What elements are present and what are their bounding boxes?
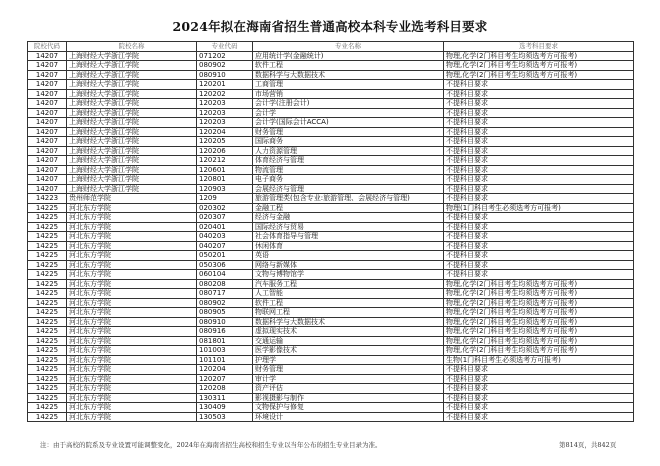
cell-major-name: 医学影像技术 <box>253 346 444 356</box>
cell-subject-requirement: 不提科目要求 <box>444 194 634 204</box>
cell-major-name: 网络与新媒体 <box>253 260 444 270</box>
cell-major-code: 120903 <box>197 184 253 194</box>
table-row <box>28 403 634 413</box>
cell-school-code: 14225 <box>28 260 67 270</box>
cell-major-name: 会计学(注册会计) <box>253 99 444 109</box>
cell-subject-requirement: 不提科目要求 <box>444 213 634 223</box>
cell-school-name: 河北东方学院 <box>67 346 197 356</box>
cell-school-code: 14207 <box>28 118 67 128</box>
cell-major-code: 120205 <box>197 137 253 147</box>
cell-school-name: 河北东方学院 <box>67 393 197 403</box>
cell-school-name: 河北东方学院 <box>67 327 197 337</box>
cell-major-code: 020401 <box>197 222 253 232</box>
cell-major-name: 财务管理 <box>253 365 444 375</box>
cell-major-code: 080717 <box>197 289 253 299</box>
cell-major-name: 软件工程 <box>253 61 444 71</box>
cell-school-name: 河北东方学院 <box>67 213 197 223</box>
cell-school-name: 上海财经大学浙江学院 <box>67 89 197 99</box>
cell-major-code: 120203 <box>197 118 253 128</box>
cell-subject-requirement: 不提科目要求 <box>444 403 634 413</box>
cell-major-name: 社会体育指导与管理 <box>253 232 444 242</box>
cell-school-name: 河北东方学院 <box>67 384 197 394</box>
cell-subject-requirement: 物理,化学(2门科目考生均须选考方可报考) <box>444 317 634 327</box>
table-row <box>28 184 634 194</box>
cell-school-code: 14207 <box>28 127 67 137</box>
cell-major-name: 交通运输 <box>253 336 444 346</box>
cell-school-name: 河北东方学院 <box>67 203 197 213</box>
cell-subject-requirement: 物理,化学(2门科目考生均须选考方可报考) <box>444 298 634 308</box>
cell-major-name: 旅游管理类(包含专业:旅游管理、会展经济与管理) <box>253 194 444 204</box>
cell-school-name: 河北东方学院 <box>67 289 197 299</box>
cell-major-name: 电子商务 <box>253 175 444 185</box>
cell-subject-requirement: 不提科目要求 <box>444 118 634 128</box>
cell-major-code: 080910 <box>197 70 253 80</box>
cell-major-code: 120601 <box>197 165 253 175</box>
cell-major-name: 文物保护与修复 <box>253 403 444 413</box>
cell-school-code: 14225 <box>28 251 67 261</box>
cell-major-name: 财务管理 <box>253 127 444 137</box>
cell-school-code: 14225 <box>28 203 67 213</box>
table-row <box>28 317 634 327</box>
cell-school-name: 河北东方学院 <box>67 308 197 318</box>
cell-major-code: 120207 <box>197 374 253 384</box>
cell-subject-requirement: 物理,化学(2门科目考生均须选考方可报考) <box>444 308 634 318</box>
cell-school-name: 贵州师范学院 <box>67 194 197 204</box>
cell-school-code: 14207 <box>28 137 67 147</box>
table-body <box>28 51 634 422</box>
table-row <box>28 260 634 270</box>
cell-subject-requirement: 物理,化学(2门科目考生均须选考方可报考) <box>444 327 634 337</box>
cell-school-code: 14225 <box>28 232 67 242</box>
table-row <box>28 327 634 337</box>
cell-school-name: 上海财经大学浙江学院 <box>67 118 197 128</box>
table-row <box>28 137 634 147</box>
table-row <box>28 118 634 128</box>
cell-school-name: 上海财经大学浙江学院 <box>67 165 197 175</box>
table-row <box>28 289 634 299</box>
table-row <box>28 346 634 356</box>
cell-subject-requirement: 不提科目要求 <box>444 241 634 251</box>
cell-school-name: 河北东方学院 <box>67 317 197 327</box>
cell-major-name: 人力资源管理 <box>253 146 444 156</box>
cell-major-code: 120212 <box>197 156 253 166</box>
cell-major-code: 080902 <box>197 298 253 308</box>
table-row <box>28 127 634 137</box>
cell-subject-requirement: 不提科目要求 <box>444 108 634 118</box>
cell-major-code: 080902 <box>197 61 253 71</box>
cell-subject-requirement: 不提科目要求 <box>444 374 634 384</box>
cell-major-code: 130503 <box>197 412 253 422</box>
cell-school-code: 14207 <box>28 165 67 175</box>
cell-major-code: 120801 <box>197 175 253 185</box>
table-row <box>28 213 634 223</box>
page-number: 第814页，共842页 <box>559 441 617 449</box>
cell-major-code: 120203 <box>197 108 253 118</box>
cell-school-name: 河北东方学院 <box>67 232 197 242</box>
cell-major-name: 会计学 <box>253 108 444 118</box>
cell-subject-requirement: 物理,化学(2门科目考生均须选考方可报考) <box>444 279 634 289</box>
cell-school-name: 河北东方学院 <box>67 251 197 261</box>
table-header-row <box>28 42 634 52</box>
table-row <box>28 298 634 308</box>
cell-school-name: 河北东方学院 <box>67 298 197 308</box>
cell-major-name: 会计学(国际会计ACCA) <box>253 118 444 128</box>
cell-school-name: 河北东方学院 <box>67 260 197 270</box>
cell-school-code: 14225 <box>28 270 67 280</box>
cell-major-name: 数据科学与大数据技术 <box>253 317 444 327</box>
cell-major-code: 020302 <box>197 203 253 213</box>
cell-major-code: 080910 <box>197 317 253 327</box>
cell-school-name: 河北东方学院 <box>67 374 197 384</box>
cell-major-code: 071202 <box>197 51 253 61</box>
table-row <box>28 355 634 365</box>
table-row <box>28 194 634 204</box>
table-row <box>28 89 634 99</box>
cell-school-code: 14207 <box>28 89 67 99</box>
cell-school-code: 14225 <box>28 384 67 394</box>
cell-school-code: 14207 <box>28 80 67 90</box>
cell-school-name: 上海财经大学浙江学院 <box>67 156 197 166</box>
cell-school-name: 上海财经大学浙江学院 <box>67 184 197 194</box>
cell-major-code: 120201 <box>197 80 253 90</box>
cell-school-name: 河北东方学院 <box>67 270 197 280</box>
cell-school-code: 14225 <box>28 374 67 384</box>
table-row <box>28 165 634 175</box>
cell-school-code: 14225 <box>28 336 67 346</box>
header-subject-requirement: 选考科目要求 <box>444 42 634 52</box>
cell-school-code: 14225 <box>28 346 67 356</box>
table-row <box>28 374 634 384</box>
cell-school-code: 14207 <box>28 70 67 80</box>
cell-subject-requirement: 物理,化学(2门科目考生均须选考方可报考) <box>444 346 634 356</box>
cell-major-code: 1209 <box>197 194 253 204</box>
cell-major-code: 101101 <box>197 355 253 365</box>
cell-major-name: 应用统计学(金融统计) <box>253 51 444 61</box>
cell-subject-requirement: 生物(1门科目考生必须选考方可报考) <box>444 355 634 365</box>
cell-major-name: 物流管理 <box>253 165 444 175</box>
cell-subject-requirement: 不提科目要求 <box>444 260 634 270</box>
cell-school-name: 上海财经大学浙江学院 <box>67 70 197 80</box>
header-major-code: 专业代码 <box>197 42 253 52</box>
cell-school-code: 14225 <box>28 298 67 308</box>
cell-school-code: 14207 <box>28 146 67 156</box>
cell-school-name: 上海财经大学浙江学院 <box>67 146 197 156</box>
table-row <box>28 108 634 118</box>
table-row <box>28 365 634 375</box>
cell-school-code: 14225 <box>28 241 67 251</box>
cell-school-name: 上海财经大学浙江学院 <box>67 108 197 118</box>
cell-school-name: 河北东方学院 <box>67 241 197 251</box>
cell-subject-requirement: 不提科目要求 <box>444 251 634 261</box>
cell-school-code: 14207 <box>28 51 67 61</box>
cell-major-name: 经济与金融 <box>253 213 444 223</box>
cell-subject-requirement: 物理,化学(2门科目考生均须选考方可报考) <box>444 289 634 299</box>
cell-major-code: 120204 <box>197 127 253 137</box>
table-row <box>28 393 634 403</box>
cell-school-code: 14225 <box>28 308 67 318</box>
page-title: 2024年拟在海南省招生普通高校本科专业选考科目要求 <box>172 19 488 34</box>
cell-school-code: 14225 <box>28 403 67 413</box>
table-row <box>28 308 634 318</box>
cell-major-code: 130311 <box>197 393 253 403</box>
cell-subject-requirement: 不提科目要求 <box>444 146 634 156</box>
cell-school-name: 河北东方学院 <box>67 355 197 365</box>
cell-subject-requirement: 不提科目要求 <box>444 412 634 422</box>
cell-major-name: 休闲体育 <box>253 241 444 251</box>
cell-major-name: 英语 <box>253 251 444 261</box>
cell-major-name: 物联网工程 <box>253 308 444 318</box>
table-row <box>28 70 634 80</box>
cell-school-code: 14225 <box>28 289 67 299</box>
cell-major-name: 汽车服务工程 <box>253 279 444 289</box>
cell-major-code: 120206 <box>197 146 253 156</box>
cell-school-code: 14225 <box>28 222 67 232</box>
cell-major-code: 120202 <box>197 89 253 99</box>
table-row <box>28 336 634 346</box>
cell-subject-requirement: 不提科目要求 <box>444 393 634 403</box>
cell-major-name: 人工智能 <box>253 289 444 299</box>
cell-school-code: 14225 <box>28 317 67 327</box>
cell-major-name: 资产评估 <box>253 384 444 394</box>
subject-requirements-table <box>27 41 634 422</box>
cell-major-name: 文物与博物馆学 <box>253 270 444 280</box>
cell-major-name: 环境设计 <box>253 412 444 422</box>
cell-school-name: 上海财经大学浙江学院 <box>67 99 197 109</box>
header-school-code: 院校代码 <box>28 42 67 52</box>
cell-major-name: 软件工程 <box>253 298 444 308</box>
cell-school-code: 14225 <box>28 355 67 365</box>
cell-subject-requirement: 物理,化学(2门科目考生均须选考方可报考) <box>444 70 634 80</box>
cell-subject-requirement: 不提科目要求 <box>444 384 634 394</box>
cell-major-code: 080208 <box>197 279 253 289</box>
cell-school-code: 14207 <box>28 99 67 109</box>
cell-major-code: 120204 <box>197 365 253 375</box>
cell-school-code: 14225 <box>28 412 67 422</box>
cell-school-code: 14225 <box>28 213 67 223</box>
cell-major-name: 国际经济与贸易 <box>253 222 444 232</box>
cell-subject-requirement: 物理,化学(2门科目考生均须选考方可报考) <box>444 61 634 71</box>
cell-major-name: 市场营销 <box>253 89 444 99</box>
cell-major-code: 040207 <box>197 241 253 251</box>
cell-school-name: 上海财经大学浙江学院 <box>67 127 197 137</box>
cell-school-code: 14225 <box>28 365 67 375</box>
cell-major-name: 数据科学与大数据技术 <box>253 70 444 80</box>
cell-school-name: 河北东方学院 <box>67 336 197 346</box>
cell-subject-requirement: 不提科目要求 <box>444 165 634 175</box>
table-row <box>28 146 634 156</box>
cell-school-code: 14207 <box>28 175 67 185</box>
cell-subject-requirement: 物理,化学(2门科目考生均须选考方可报考) <box>444 51 634 61</box>
cell-subject-requirement: 不提科目要求 <box>444 99 634 109</box>
cell-major-name: 国际商务 <box>253 137 444 147</box>
cell-major-name: 影视摄影与制作 <box>253 393 444 403</box>
cell-major-code: 101003 <box>197 346 253 356</box>
cell-major-name: 金融工程 <box>253 203 444 213</box>
cell-major-code: 060104 <box>197 270 253 280</box>
table-row <box>28 384 634 394</box>
cell-subject-requirement: 不提科目要求 <box>444 89 634 99</box>
cell-major-name: 工商管理 <box>253 80 444 90</box>
table-row <box>28 279 634 289</box>
cell-major-name: 虚拟现实技术 <box>253 327 444 337</box>
cell-school-name: 河北东方学院 <box>67 279 197 289</box>
cell-major-code: 080916 <box>197 327 253 337</box>
cell-school-code: 14207 <box>28 61 67 71</box>
table-row <box>28 80 634 90</box>
cell-major-code: 040203 <box>197 232 253 242</box>
cell-school-code: 14207 <box>28 108 67 118</box>
cell-major-code: 120208 <box>197 384 253 394</box>
cell-major-code: 130409 <box>197 403 253 413</box>
cell-subject-requirement: 不提科目要求 <box>444 222 634 232</box>
cell-school-name: 上海财经大学浙江学院 <box>67 51 197 61</box>
table-row <box>28 412 634 422</box>
cell-subject-requirement: 物理(1门科目考生必须选考方可报考) <box>444 203 634 213</box>
cell-school-code: 14207 <box>28 184 67 194</box>
cell-subject-requirement: 不提科目要求 <box>444 232 634 242</box>
table-row <box>28 222 634 232</box>
cell-subject-requirement: 不提科目要求 <box>444 270 634 280</box>
table-row <box>28 156 634 166</box>
cell-school-code: 14225 <box>28 393 67 403</box>
cell-subject-requirement: 不提科目要求 <box>444 156 634 166</box>
table-row <box>28 61 634 71</box>
cell-subject-requirement: 不提科目要求 <box>444 127 634 137</box>
table-row <box>28 203 634 213</box>
cell-subject-requirement: 不提科目要求 <box>444 184 634 194</box>
table-row <box>28 270 634 280</box>
cell-school-name: 河北东方学院 <box>67 403 197 413</box>
cell-major-code: 120203 <box>197 99 253 109</box>
cell-subject-requirement: 不提科目要求 <box>444 175 634 185</box>
cell-school-code: 14225 <box>28 327 67 337</box>
cell-subject-requirement: 不提科目要求 <box>444 137 634 147</box>
cell-school-name: 河北东方学院 <box>67 412 197 422</box>
cell-school-code: 14225 <box>28 279 67 289</box>
cell-major-name: 审计学 <box>253 374 444 384</box>
cell-major-name: 体育经济与管理 <box>253 156 444 166</box>
cell-school-name: 上海财经大学浙江学院 <box>67 61 197 71</box>
cell-school-name: 上海财经大学浙江学院 <box>67 137 197 147</box>
cell-school-name: 上海财经大学浙江学院 <box>67 175 197 185</box>
table-row <box>28 99 634 109</box>
header-school-name: 院校名称 <box>67 42 197 52</box>
table-row <box>28 175 634 185</box>
cell-major-code: 050306 <box>197 260 253 270</box>
cell-subject-requirement: 物理,化学(2门科目考生均须选考方可报考) <box>444 336 634 346</box>
cell-subject-requirement: 不提科目要求 <box>444 80 634 90</box>
table-row <box>28 232 634 242</box>
cell-school-name: 河北东方学院 <box>67 365 197 375</box>
footer-note: 注：由于高校的院系及专业设置可能调整变化，2024年在海南省招生高校和招生专业以当年公布的招生专业目录为准。 <box>40 441 382 449</box>
cell-school-code: 14223 <box>28 194 67 204</box>
cell-school-name: 河北东方学院 <box>67 222 197 232</box>
cell-major-name: 会展经济与管理 <box>253 184 444 194</box>
table-row <box>28 241 634 251</box>
cell-major-name: 护理学 <box>253 355 444 365</box>
table-row <box>28 51 634 61</box>
cell-major-code: 081801 <box>197 336 253 346</box>
table-row <box>28 251 634 261</box>
cell-subject-requirement: 不提科目要求 <box>444 365 634 375</box>
cell-major-code: 080905 <box>197 308 253 318</box>
cell-major-code: 020307 <box>197 213 253 223</box>
header-major-name: 专业名称 <box>253 42 444 52</box>
cell-school-code: 14207 <box>28 156 67 166</box>
cell-major-code: 050201 <box>197 251 253 261</box>
cell-school-name: 上海财经大学浙江学院 <box>67 80 197 90</box>
